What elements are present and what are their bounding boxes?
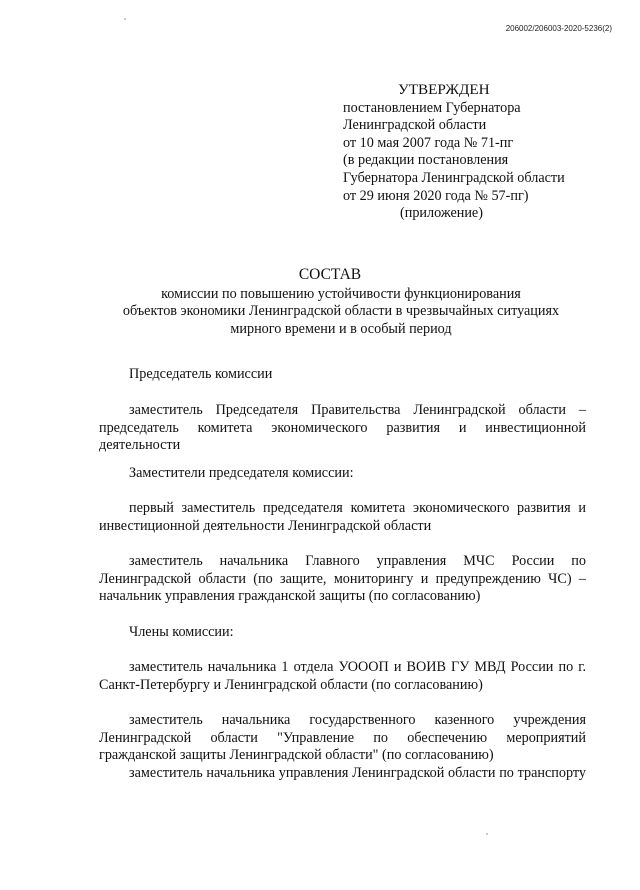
- approval-block: [343, 81, 623, 223]
- member-2-text: заместитель начальника государственного казенного учреждения Ленинградской области "Управление по обеспечению мероприятий гражданской защиты Ленинградской области" (по согласованию): [99, 712, 586, 764]
- approval-line: Ленинградской области: [343, 117, 487, 134]
- chairman-heading-block: [99, 366, 586, 384]
- document-code: 206002/206003-2020-5236(2): [505, 24, 612, 33]
- members-heading: Члены комиссии:: [129, 624, 234, 640]
- member-3-text: заместитель начальника управления Ленинградской области по транспорту: [129, 765, 586, 781]
- member-1-block: [99, 659, 586, 694]
- approval-appendix: (приложение): [400, 205, 483, 222]
- scan-speck: [486, 833, 488, 835]
- composition-title: СОСТАВ: [298, 266, 362, 283]
- member-1-text: заместитель начальника 1 отдела УОООП и ВОИВ ГУ МВД России по г. Санкт-Петербургу и Ленинградской области (по согласованию): [99, 659, 586, 693]
- subtitle-line: мирного времени и в особый период: [230, 320, 452, 337]
- approval-line: (в редакции постановления: [343, 152, 509, 169]
- deputy-2-block: [99, 553, 586, 606]
- scan-speck: [124, 18, 126, 20]
- approval-title: УТВЕРЖДЕН: [398, 81, 490, 98]
- approval-line: постановлением Губернатора: [343, 99, 521, 116]
- approval-line: Губернатора Ленинградской области: [343, 169, 565, 186]
- subtitle-line: объектов экономики Ленинградской области в чрезвычайных ситуациях: [122, 303, 560, 320]
- deputy-2-text: заместитель начальника Главного управления МЧС России по Ленинградской области (по защите, мониторингу и предупреждению ЧС) – начальник управления гражданской защиты (по согласованию): [99, 553, 586, 605]
- member-3-block: [99, 765, 586, 783]
- deputies-heading-block: [99, 465, 586, 483]
- chairman-text: заместитель Председателя Правительства Ленинградской области – председатель комитета экономического развития и инвестиционной деятельности: [99, 402, 586, 454]
- subtitle-line: комиссии по повышению устойчивости функционирования: [161, 286, 521, 302]
- member-2-block: [99, 712, 586, 765]
- chairman-heading: Председатель комиссии: [129, 366, 273, 382]
- chairman-block: [99, 402, 586, 455]
- approval-line: от 10 мая 2007 года № 71-пг: [343, 134, 514, 151]
- members-heading-block: [99, 624, 586, 642]
- composition-subtitle: [96, 286, 586, 338]
- deputy-1-text: первый заместитель председателя комитета экономического развития и инвестиционной деятельности Ленинградской области: [99, 500, 586, 534]
- deputy-1-block: [99, 500, 586, 535]
- deputies-heading: Заместители председателя комиссии:: [129, 465, 354, 481]
- approval-line: от 29 июня 2020 года № 57-пг): [343, 187, 529, 204]
